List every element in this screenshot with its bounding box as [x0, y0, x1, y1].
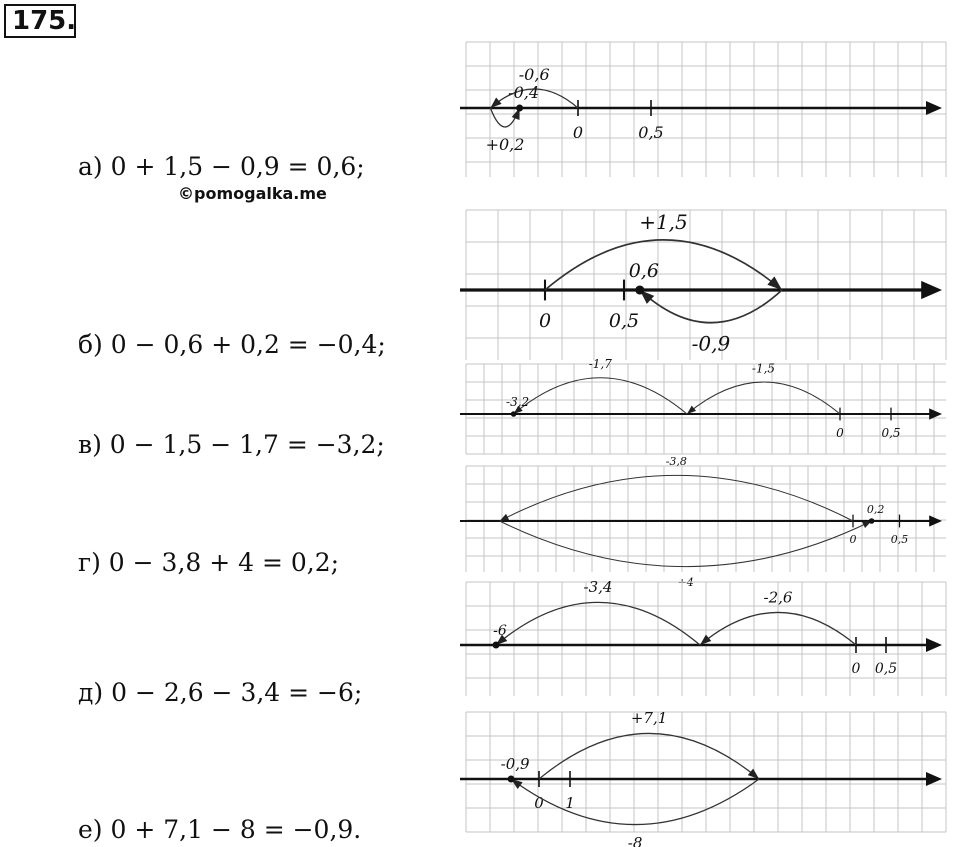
equation-b: б) 0 − 0,6 + 0,2 = −0,4; [78, 330, 386, 359]
arc-arrowhead [748, 769, 759, 779]
problem-number: 175. [4, 4, 76, 38]
result-label: 0,2 [866, 503, 885, 516]
equation-d: д) 0 − 2,6 − 3,4 = −6; [78, 678, 363, 707]
axis-arrowhead [929, 515, 942, 526]
tick-label: 0 [851, 661, 861, 677]
jump-arc [687, 382, 840, 414]
jump-arc [496, 602, 700, 645]
jump-arc [511, 779, 759, 825]
result-point [635, 285, 644, 294]
jump-arc [545, 240, 782, 290]
tick-label: 0,5 [890, 533, 909, 547]
tick-label: 0,5 [881, 426, 901, 441]
jump-arc [500, 521, 872, 567]
result-point [508, 776, 515, 783]
result-point [511, 411, 517, 417]
tick-label: 0,5 [608, 310, 640, 333]
arc-label: -2,6 [763, 588, 793, 607]
arc-label: -0,6 [518, 65, 550, 84]
arc-label: -1,5 [751, 361, 776, 376]
equation-v: в) 0 − 1,5 − 1,7 = −3,2; [78, 430, 385, 459]
axis-arrowhead [926, 638, 942, 652]
result-label: -0,4 [508, 83, 540, 102]
tick-label: 0,5 [638, 123, 664, 142]
watermark: ©pomogalka.me [178, 184, 327, 203]
result-point [869, 518, 875, 524]
equation-g: г) 0 − 3,8 + 4 = 0,2; [78, 548, 340, 577]
arc-label: +7,1 [630, 709, 668, 727]
arc-arrowhead [767, 276, 782, 290]
result-point [516, 105, 523, 112]
jump-arc [500, 475, 853, 521]
tick-label: 0 [572, 123, 584, 142]
arc-label: -1,7 [588, 356, 612, 371]
arc-label: +1,5 [639, 210, 688, 235]
arc-arrowhead [687, 406, 696, 414]
arc-arrowhead [500, 514, 510, 521]
jump-arc [539, 733, 759, 779]
jump-arc [514, 378, 687, 414]
tick-label: 0 [836, 426, 844, 441]
arc-label: -3,8 [665, 455, 687, 468]
arc-label: -3,4 [583, 578, 613, 597]
tick-label: 0 [538, 310, 552, 333]
result-label: 0,6 [628, 260, 659, 282]
arc-label: -0,9 [691, 331, 731, 356]
result-point [493, 642, 500, 649]
equation-a: а) 0 + 1,5 − 0,9 = 0,6; [78, 152, 365, 181]
axis-arrowhead [926, 101, 942, 115]
arc-label: +0,2 [485, 135, 525, 154]
result-label: -0,9 [500, 755, 530, 773]
arc-label: -8 [627, 834, 643, 847]
tick-label: 1 [565, 794, 575, 812]
tick-label: 0,5 [874, 661, 898, 677]
result-label: -3,2 [506, 395, 530, 409]
result-label: -6 [493, 623, 507, 639]
tick-label: 0 [849, 533, 857, 547]
arc-label: +4 [677, 576, 694, 589]
arc-arrowhead [490, 97, 501, 108]
tick-label: 0 [534, 794, 544, 812]
axis-arrowhead [921, 281, 942, 299]
equation-e: е) 0 + 7,1 − 8 = −0,9. [78, 815, 362, 844]
